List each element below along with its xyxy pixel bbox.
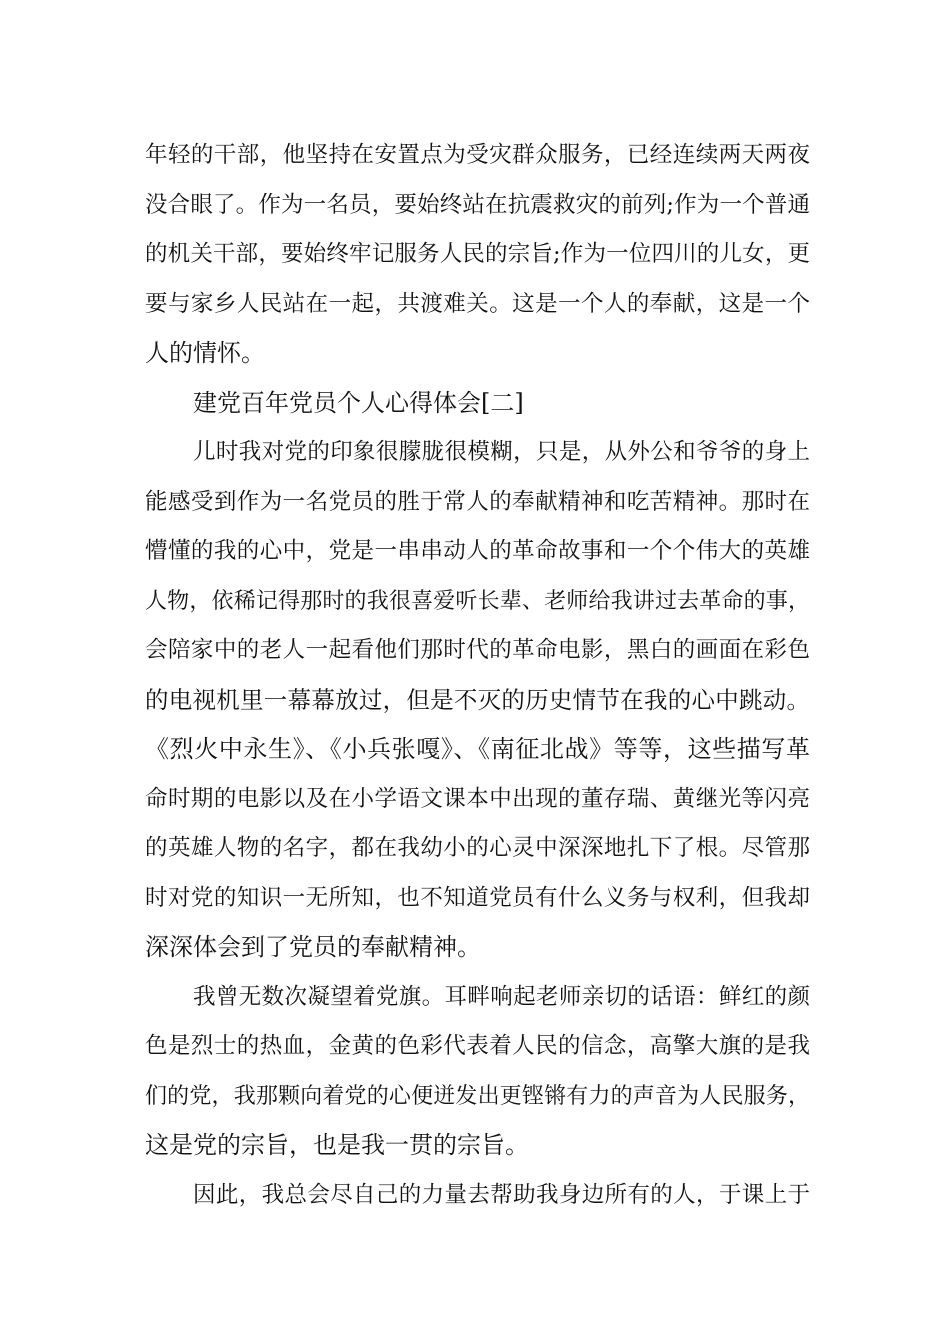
text-line: 命时期的电影以及在小学语文课本中出现的董存瑞、黄继光等闪亮 — [145, 785, 810, 812]
text-line: 会陪家中的老人一起看他们那时代的革命电影，黑白的画面在彩色 — [145, 637, 810, 663]
text-line: 懵懂的我的心中，党是一串串动人的革命故事和一个个伟大的英雄 — [145, 538, 810, 564]
text-line: 的电视机里一幕幕放过，但是不灭的历史情节在我的心中跳动。 — [145, 685, 810, 714]
text-line: 的机关干部，要始终牢记服务人民的宗旨;作为一位四川的儿女，更 — [145, 241, 810, 267]
document-body — [145, 131, 810, 1220]
text-line: 深深体会到了党员的奉献精神。 — [145, 933, 481, 961]
heading-text: 建党百年党员个人心得体会[二] — [193, 388, 524, 417]
text-line: 儿时我对党的印象很朦胧很模糊，只是，从外公和爷爷的身上 — [193, 439, 810, 465]
text-line: 这是党的宗旨，也是我一贯的宗旨。 — [145, 1131, 529, 1159]
text-line: 要与家乡人民站在一起，共渡难关。这是一个人的奉献，这是一个 — [145, 290, 810, 317]
section-heading — [145, 379, 810, 429]
text-line: 们的党，我那颗向着党的心便迸发出更铿锵有力的声音为人民服务， — [145, 1083, 810, 1109]
text-line: 《烈火中永生》、《小兵张嘎》、《南征北战》等等，这些描写革 — [145, 735, 810, 763]
paragraph-3 — [145, 973, 810, 1171]
paragraph-1 — [145, 131, 810, 379]
text-line: 没合眼了。作为一名员，要始终站在抗震救灾的前列;作为一个普通 — [145, 191, 810, 218]
text-line: 因此，我总会尽自己的力量去帮助我身边所有的人，于课上于 — [193, 1181, 810, 1208]
text-line: 时对党的知识一无所知，也不知道党员有什么义务与权利，但我却 — [145, 884, 810, 911]
paragraph-2 — [145, 428, 810, 973]
text-line: 色是烈士的热血，金黄的色彩代表着人民的信念，高擎大旗的是我 — [145, 1033, 810, 1059]
text-line: 的英雄人物的名字，都在我幼小的心灵中深深地扎下了根。尽管那 — [145, 835, 810, 861]
paragraph-4 — [145, 1171, 810, 1221]
text-line: 我曾无数次凝望着党旗。耳畔响起老师亲切的话语：鲜红的颜 — [193, 983, 810, 1010]
text-line: 人物，依稀记得那时的我很喜爱听长辈、老师给我讲过去革命的事， — [145, 588, 810, 614]
text-line: 能感受到作为一名党员的胜于常人的奉献精神和吃苦精神。那时在 — [145, 488, 810, 515]
text-line: 人的情怀。 — [145, 339, 265, 367]
text-line: 年轻的干部，他坚持在安置点为受灾群众服务，已经连续两天两夜 — [145, 142, 810, 168]
